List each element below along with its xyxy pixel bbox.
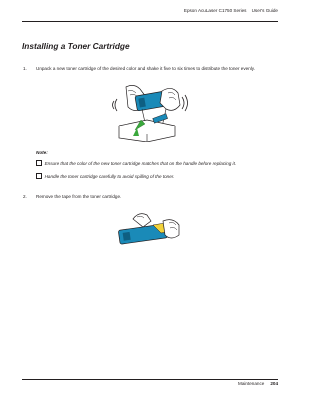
step-1-number: 1. <box>23 66 27 71</box>
unpacking-cartridge-illustration <box>113 112 178 142</box>
step-2-text: Remove the tape from the toner cartridge. <box>36 194 122 199</box>
step-2 <box>23 193 276 200</box>
section-title: Installing a Toner Cartridge <box>22 41 130 51</box>
header-guide: User's Guide <box>251 8 278 13</box>
checkbox-bullet-icon <box>36 173 42 179</box>
note-title: Note: <box>36 150 48 155</box>
note-item-2-text: Handle the toner cartridge carefully to avoid spilling of the toner. <box>44 174 175 180</box>
running-header <box>184 8 278 13</box>
note-item-1 <box>36 160 236 166</box>
page-footer <box>238 381 278 386</box>
step-1-text: Unpack a new toner cartridge of the desired color and shake it five to six times to distribute the toner evenly. <box>36 66 255 71</box>
header-product: Epson AcuLaser C1750 Series <box>183 8 247 13</box>
note-item-2 <box>36 173 174 179</box>
page-number: 204 <box>270 381 278 386</box>
checkbox-bullet-icon <box>36 160 42 166</box>
footer-rule <box>22 379 278 380</box>
header-rule <box>22 21 278 22</box>
note-item-1-text: Ensure that the color of the new toner cartridge matches that on the handle before replacing it. <box>44 161 237 167</box>
step-2-number: 2. <box>23 194 27 199</box>
step-1 <box>23 65 276 72</box>
removing-tape-illustration <box>113 207 183 251</box>
footer-section: Maintenance <box>238 381 265 386</box>
